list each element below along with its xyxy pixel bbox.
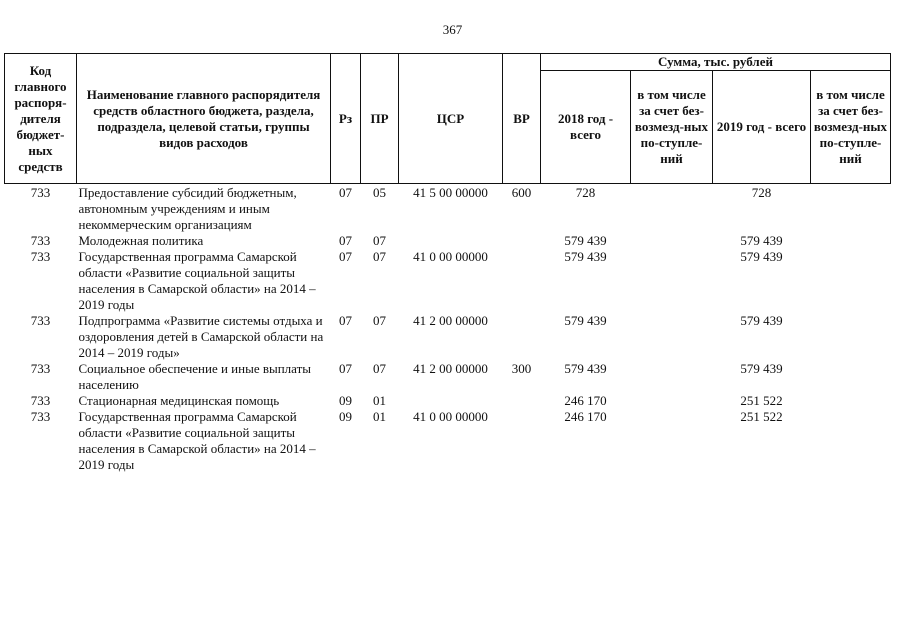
row-2019-grants bbox=[811, 313, 891, 361]
header-2018-grants: в том числе за счет без-возмезд-ных по-ступле-ний bbox=[631, 71, 713, 184]
row-code: 733 bbox=[30, 249, 51, 264]
row-vr: 600 bbox=[511, 185, 532, 200]
row-2018-grants bbox=[631, 361, 713, 393]
row-code: 733 bbox=[30, 233, 51, 248]
row-pr: 01 bbox=[373, 409, 386, 424]
row-2018-grants bbox=[631, 409, 713, 473]
row-rz: 07 bbox=[339, 185, 352, 200]
row-vr bbox=[503, 393, 541, 409]
header-csr: ЦСР bbox=[399, 54, 503, 184]
row-2018-grants bbox=[631, 313, 713, 361]
row-2019-grants bbox=[811, 233, 891, 249]
row-pr: 07 bbox=[373, 249, 386, 264]
row-2018-grants bbox=[631, 233, 713, 249]
header-vr: ВР bbox=[503, 54, 541, 184]
table-row bbox=[5, 249, 891, 313]
row-2019-total: 579 439 bbox=[740, 313, 783, 328]
row-csr: 41 5 00 00000 bbox=[413, 185, 488, 200]
row-2018-grants bbox=[631, 393, 713, 409]
row-vr bbox=[503, 313, 541, 361]
table-row bbox=[5, 393, 891, 409]
row-rz: 07 bbox=[339, 313, 352, 328]
row-2018-total: 246 170 bbox=[564, 393, 607, 408]
row-name: Молодежная политика bbox=[78, 233, 204, 248]
row-2019-total: 251 522 bbox=[740, 393, 783, 408]
header-name: Наименование главного распорядителя средств областного бюджета, раздела, подраздела, целевой статьи, группы видов расходов bbox=[77, 54, 331, 184]
table-row bbox=[5, 233, 891, 249]
row-2018-total: 728 bbox=[575, 185, 596, 200]
row-pr: 01 bbox=[373, 393, 386, 408]
row-2019-total: 251 522 bbox=[740, 409, 783, 424]
row-code: 733 bbox=[30, 361, 51, 376]
row-2018-total: 579 439 bbox=[564, 233, 607, 248]
row-code: 733 bbox=[30, 313, 51, 328]
row-pr: 07 bbox=[373, 233, 386, 248]
page-number: 367 bbox=[442, 22, 463, 37]
row-vr bbox=[503, 249, 541, 313]
table-header bbox=[5, 54, 891, 184]
row-rz: 09 bbox=[339, 409, 352, 424]
row-rz: 07 bbox=[339, 361, 352, 376]
row-name: Социальное обеспечение и иные выплаты населению bbox=[78, 361, 312, 392]
table-row bbox=[5, 409, 891, 473]
row-code: 733 bbox=[30, 409, 51, 424]
row-2019-grants bbox=[811, 361, 891, 393]
row-2019-grants bbox=[811, 409, 891, 473]
row-code: 733 bbox=[30, 393, 51, 408]
row-name: Государственная программа Самарской области «Развитие социальной защиты населения в Самарской области» на 2014 – 2019 годы bbox=[78, 249, 316, 312]
header-2019-total: 2019 год - всего bbox=[713, 71, 811, 184]
table-row bbox=[5, 313, 891, 361]
row-rz: 07 bbox=[339, 249, 352, 264]
row-name: Государственная программа Самарской области «Развитие социальной защиты населения в Самарской области» на 2014 – 2019 годы bbox=[78, 409, 316, 472]
row-csr: 41 2 00 00000 bbox=[413, 361, 488, 376]
row-name: Предоставление субсидий бюджетным, автономным учреждениям и иным некоммерческим организациям bbox=[78, 185, 297, 232]
row-2018-total: 246 170 bbox=[564, 409, 607, 424]
row-csr bbox=[399, 233, 503, 249]
budget-table bbox=[4, 53, 891, 473]
row-2019-grants bbox=[811, 393, 891, 409]
row-name: Подпрограмма «Развитие системы отдыха и оздоровления детей в Самарской области на 2014 – 2019 годы» bbox=[78, 313, 324, 360]
row-rz: 07 bbox=[339, 233, 352, 248]
row-vr bbox=[503, 233, 541, 249]
row-csr: 41 0 00 00000 bbox=[413, 409, 488, 424]
row-2018-total: 579 439 bbox=[564, 361, 607, 376]
header-rz: Рз bbox=[331, 54, 361, 184]
table-row bbox=[5, 361, 891, 393]
row-2019-total: 728 bbox=[751, 185, 772, 200]
row-csr: 41 2 00 00000 bbox=[413, 313, 488, 328]
header-2019-grants: в том числе за счет без-возмезд-ных по-ступле-ний bbox=[811, 71, 891, 184]
header-2018-total: 2018 год - всего bbox=[541, 71, 631, 184]
row-pr: 07 bbox=[373, 313, 386, 328]
row-2019-total: 579 439 bbox=[740, 233, 783, 248]
row-vr bbox=[503, 409, 541, 473]
row-csr: 41 0 00 00000 bbox=[413, 249, 488, 264]
row-name: Стационарная медицинская помощь bbox=[78, 393, 280, 408]
row-code: 733 bbox=[30, 185, 51, 200]
header-sum: Сумма, тыс. рублей bbox=[541, 54, 891, 71]
header-pr: ПР bbox=[361, 54, 399, 184]
row-vr: 300 bbox=[511, 361, 532, 376]
row-2018-grants bbox=[631, 184, 713, 234]
row-2019-grants bbox=[811, 249, 891, 313]
row-rz: 09 bbox=[339, 393, 352, 408]
row-2018-total: 579 439 bbox=[564, 249, 607, 264]
row-2019-grants bbox=[811, 184, 891, 234]
row-2019-total: 579 439 bbox=[740, 249, 783, 264]
row-2018-total: 579 439 bbox=[564, 313, 607, 328]
header-code: Код главного распоря-дителя бюджет-ных средств bbox=[5, 54, 77, 184]
row-2019-total: 579 439 bbox=[740, 361, 783, 376]
table-row bbox=[5, 184, 891, 234]
row-2018-grants bbox=[631, 249, 713, 313]
row-csr bbox=[399, 393, 503, 409]
table-body bbox=[5, 184, 891, 474]
row-pr: 07 bbox=[373, 361, 386, 376]
row-pr: 05 bbox=[373, 185, 386, 200]
